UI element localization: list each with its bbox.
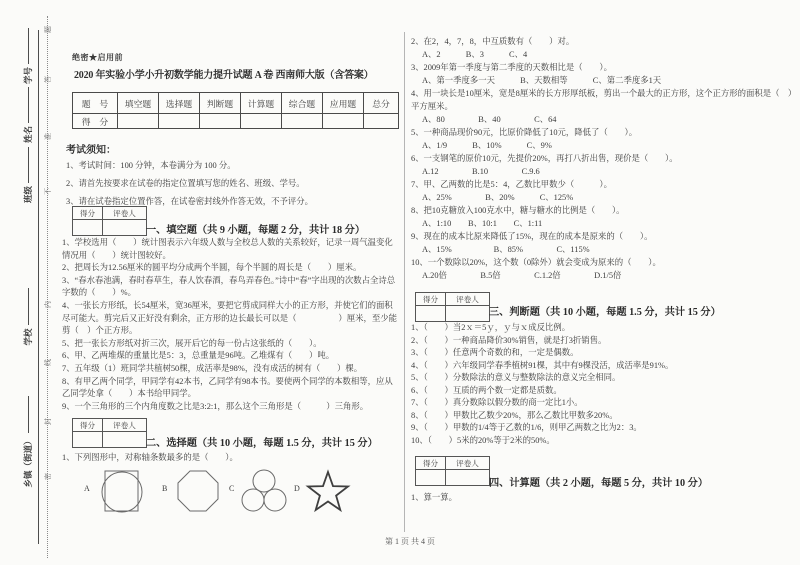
section-title-calc: 四、计算题（共 2 小题，每题 5 分，共计 10 分） [489,478,709,489]
grader-person-label: 评卷人 [103,419,147,432]
notice-list [66,157,313,211]
section-title-fill: 一、填空题（共 9 小题，每题 2 分，共计 18 分） [146,225,366,236]
figure-square-in-circle [99,468,145,514]
grader-person-cell [446,306,490,322]
grader-box-choice [72,418,147,448]
figure-label-d: D [294,484,300,493]
seal-field-blank [27,397,29,434]
judge-questions [411,322,793,447]
figure-label-c: C [229,484,235,493]
grader-score-label: 得分 [73,419,103,432]
seal-watermark-char: 密 [44,473,52,480]
seal-field-blank [27,28,29,64]
fill-question: 5、把一张长方形纸对折三次，展开后它的每一份占这张纸的（ ）。 [62,338,322,348]
seal-field-blank [27,147,29,183]
choice-question: 9、现在的成本比原来降低了15%，现在的成本是原来的（ ）。 [411,232,653,241]
seal-field-label: 班级 [23,185,33,203]
figure-label-b: B [162,484,168,493]
score-col-header: 应用题 [323,93,364,114]
seal-field-3 [21,147,35,203]
figure-octagon [175,468,222,515]
judge-question: 7、（ ）真分数除以假分数的商一定比1小。 [411,398,583,407]
calc-questions [411,492,793,505]
score-cell-empty [118,114,159,129]
classification-label: 绝密★启用前 [72,53,123,62]
choice-question: 8、把10克糖放入100克水中，糖与糖水的比例是（ ）。 [411,206,625,215]
choice-options: A.20倍 B.5倍 C.1.2倍 D.1/5倍 [422,271,622,280]
choice-question: 7、甲、乙两数的比是5：4，乙数比甲数少（ ）。 [411,180,612,189]
choice-options: A、第一季度多一天 B、天数相等 C、第二季度多1天 [422,76,662,85]
fill-question: 4、一张长方形纸，长54厘米，宽36厘米，要把它剪成同样大小的正方形，并使它们的面积尽可能大。剪完后又正好没有剩余，正方形的边长最长可以是（ ）厘米，至少能剪（ ）个正方形。 [62,300,397,336]
seal-field-1 [21,28,35,84]
judge-question: 2、（ ）一种商品降价30%销售，就是打3折销售。 [411,335,607,345]
score-col-header: 题 号 [73,93,118,114]
score-cell-empty [200,114,241,129]
choice-question-1: 1、下列图形中，对称轴条数最多的是（ ）。 [62,453,238,462]
grader-score-label: 得分 [416,293,446,306]
score-col-header: 判断题 [200,93,241,114]
choice-question: 3、2009年第一季度与第二季度的天数相比是（ ）。 [411,63,612,72]
grader-person-label: 评卷人 [446,457,490,470]
choice-options: A、15% B、85% C、115% [422,245,590,254]
seal-watermark-char: 题 [44,26,52,33]
section-title-choice: 二、选择题（共 10 小题，每题 1.5 分，共计 15 分） [146,438,378,449]
grader-box-fill [72,206,147,236]
grader-person-cell [446,470,490,486]
grader-score-cell [73,220,103,236]
notice-item: 1、考试时间：100 分钟，本卷满分为 100 分。 [66,161,236,170]
seal-watermark-char: 答 [44,76,52,83]
seal-field-blank [27,87,29,123]
exam-title: 2020 年实验小学小升初数学能力提升试题 A 卷 西南师大版（含答案） [74,70,374,81]
seal-field-4 [21,287,35,347]
choice-options: A、1:10 B、10:1 C、1:11 [422,219,543,228]
notice-item: 2、请首先按要求在试卷的指定位置填写您的姓名、班级、学号。 [66,179,305,188]
judge-question: 8、（ ）甲数比乙数少20%，那么乙数比甲数多20%。 [411,410,618,420]
judge-question: 5、（ ）分数除法的意义与整数除法的意义完全相同。 [411,373,621,382]
judge-question: 4、（ ）六年级同学春季植树91棵，其中有9棵没活，成活率是91%。 [411,360,674,370]
grader-person-label: 评卷人 [103,207,147,220]
figure-label-a: A [84,484,90,493]
page-footer: 第 1 页 共 4 页 [385,537,435,546]
judge-question: 10、（ ）5米的20%等于2米的50%。 [411,435,555,445]
choice-options: A.12 B.10 C.9.6 [422,167,540,176]
score-col-header: 填空题 [118,93,159,114]
fill-questions [62,237,400,413]
fill-question: 3、“春水春池满，春时春草生，春人饮春酒，春鸟弄春色。”诗中“春”字出现的次数占全诗总字数的（ ）%。 [62,275,396,298]
choice-questions [411,35,793,282]
score-summary-table [72,92,399,129]
score-col-header: 计算题 [241,93,282,114]
grader-score-label: 得分 [73,207,103,220]
calc-question: 1、算一算。 [411,493,458,502]
choice-options: A、1/9 B、10% C、9% [422,141,552,150]
seal-watermark-char: 准 [44,133,52,140]
choice-question: 10、一个数除以20%，这个数（0除外）就会变成为原来的（ ）。 [411,258,661,267]
score-cell-empty [323,114,364,129]
notice-item: 3、请在试卷指定位置作答，在试卷密封线外作答无效，不予评分。 [66,197,314,206]
choice-options: A、2 B、3 C、4 [422,50,528,59]
seal-field-blank [27,289,29,326]
section-title-judge: 三、判断题（共 10 小题，每题 1.5 分，共计 15 分） [489,307,721,318]
score-col-header: 综合题 [282,93,323,114]
score-cell-empty [364,114,399,129]
notice-heading: 考试须知： [66,145,116,156]
score-cell-empty [159,114,200,129]
seal-solid-line [38,30,39,544]
seal-field-label: 乡镇（街道） [23,436,33,488]
column-divider [404,32,405,532]
choice-question: 4、用一块长是10厘米，宽是8厘米的长方形厚纸板，剪出一个最大的正方形，这个正方形的面积是（ ）平方厘米。 [411,89,793,111]
score-row-label: 得 分 [73,114,118,129]
judge-question: 6、（ ）互质的两个数一定都是质数。 [411,385,562,395]
grader-person-cell [103,220,147,236]
choice-options: A、80 B、40 C、64 [422,115,557,124]
choice-question: 6、一支钢笔的原价10元，先提价20%，再打八折出售，现价是（ ）。 [411,154,678,163]
grader-box-judge [415,292,490,322]
judge-question: 3、（ ）任意两个奇数的和，一定是偶数。 [411,348,579,357]
figure-five-point-star [305,468,352,515]
grader-score-label: 得分 [416,457,446,470]
judge-question: 1、（ ）当2ｘ＝5ｙ，ｙ与ｘ成反比例。 [411,323,571,332]
fill-question: 1、学校选用（ ）统计图表示六年级人数与全校总人数的关系较好，记录一周气温变化情况用（ ）统计图较好。 [62,238,393,260]
fill-question: 6、甲、乙两堆煤的重量比是5：3，总重量是96吨。乙堆煤有（ ）吨。 [62,351,335,361]
score-cell-empty [282,114,323,129]
seal-field-label: 学号 [23,66,33,84]
choice-question: 5、一种商品现价90元，比原价降低了10元，降低了（ ）。 [411,128,638,137]
fill-question: 8、有甲乙两个同学，甲同学有42本书，乙同学有98本书。要使两个同学的本数相等，应从乙同学处拿（ ）本书给甲同学。 [62,376,393,399]
grader-score-cell [416,306,446,322]
seal-watermark-char: 内 [44,301,52,308]
seal-field-5 [21,396,35,488]
score-cell-empty [241,114,282,129]
score-col-header: 选择题 [159,93,200,114]
seal-field-2 [21,87,35,143]
seal-field-label: 学校 [23,328,33,346]
grader-box-calc [415,456,490,486]
grader-person-label: 评卷人 [446,293,490,306]
choice-options: A、25% B、20% C、125% [422,193,574,202]
fill-question: 7、五年级（1）班同学共植树50棵，成活率是98%，没有成活的树有（ ）棵。 [62,363,363,373]
choice-q1-figures [62,466,402,521]
choice-question: 2、在2，4，7，8，中互质数有（ ）对。 [411,37,575,46]
fill-question: 2、把周长为12.56厘米的圆平均分成两个半圆，每个半圆的周长是（ ）厘米。 [62,263,362,273]
seal-watermark-char: 不 [44,188,52,195]
grader-score-cell [416,470,446,486]
seal-field-label: 姓名 [23,125,33,143]
score-col-header: 总分 [364,93,399,114]
grader-person-cell [103,432,147,448]
judge-question: 9、（ ）甲数的1/4等于乙数的1/6，则甲乙两数之比为2：3。 [411,423,642,432]
grader-score-cell [73,432,103,448]
seal-watermark-char: 封 [44,418,52,425]
seal-watermark-char: 线 [44,359,52,366]
fill-question: 9、一个三角形的三个内角度数之比是3:2:1，那么这个三角形是（ ）三角形。 [62,401,369,411]
figure-three-circles [240,468,288,514]
